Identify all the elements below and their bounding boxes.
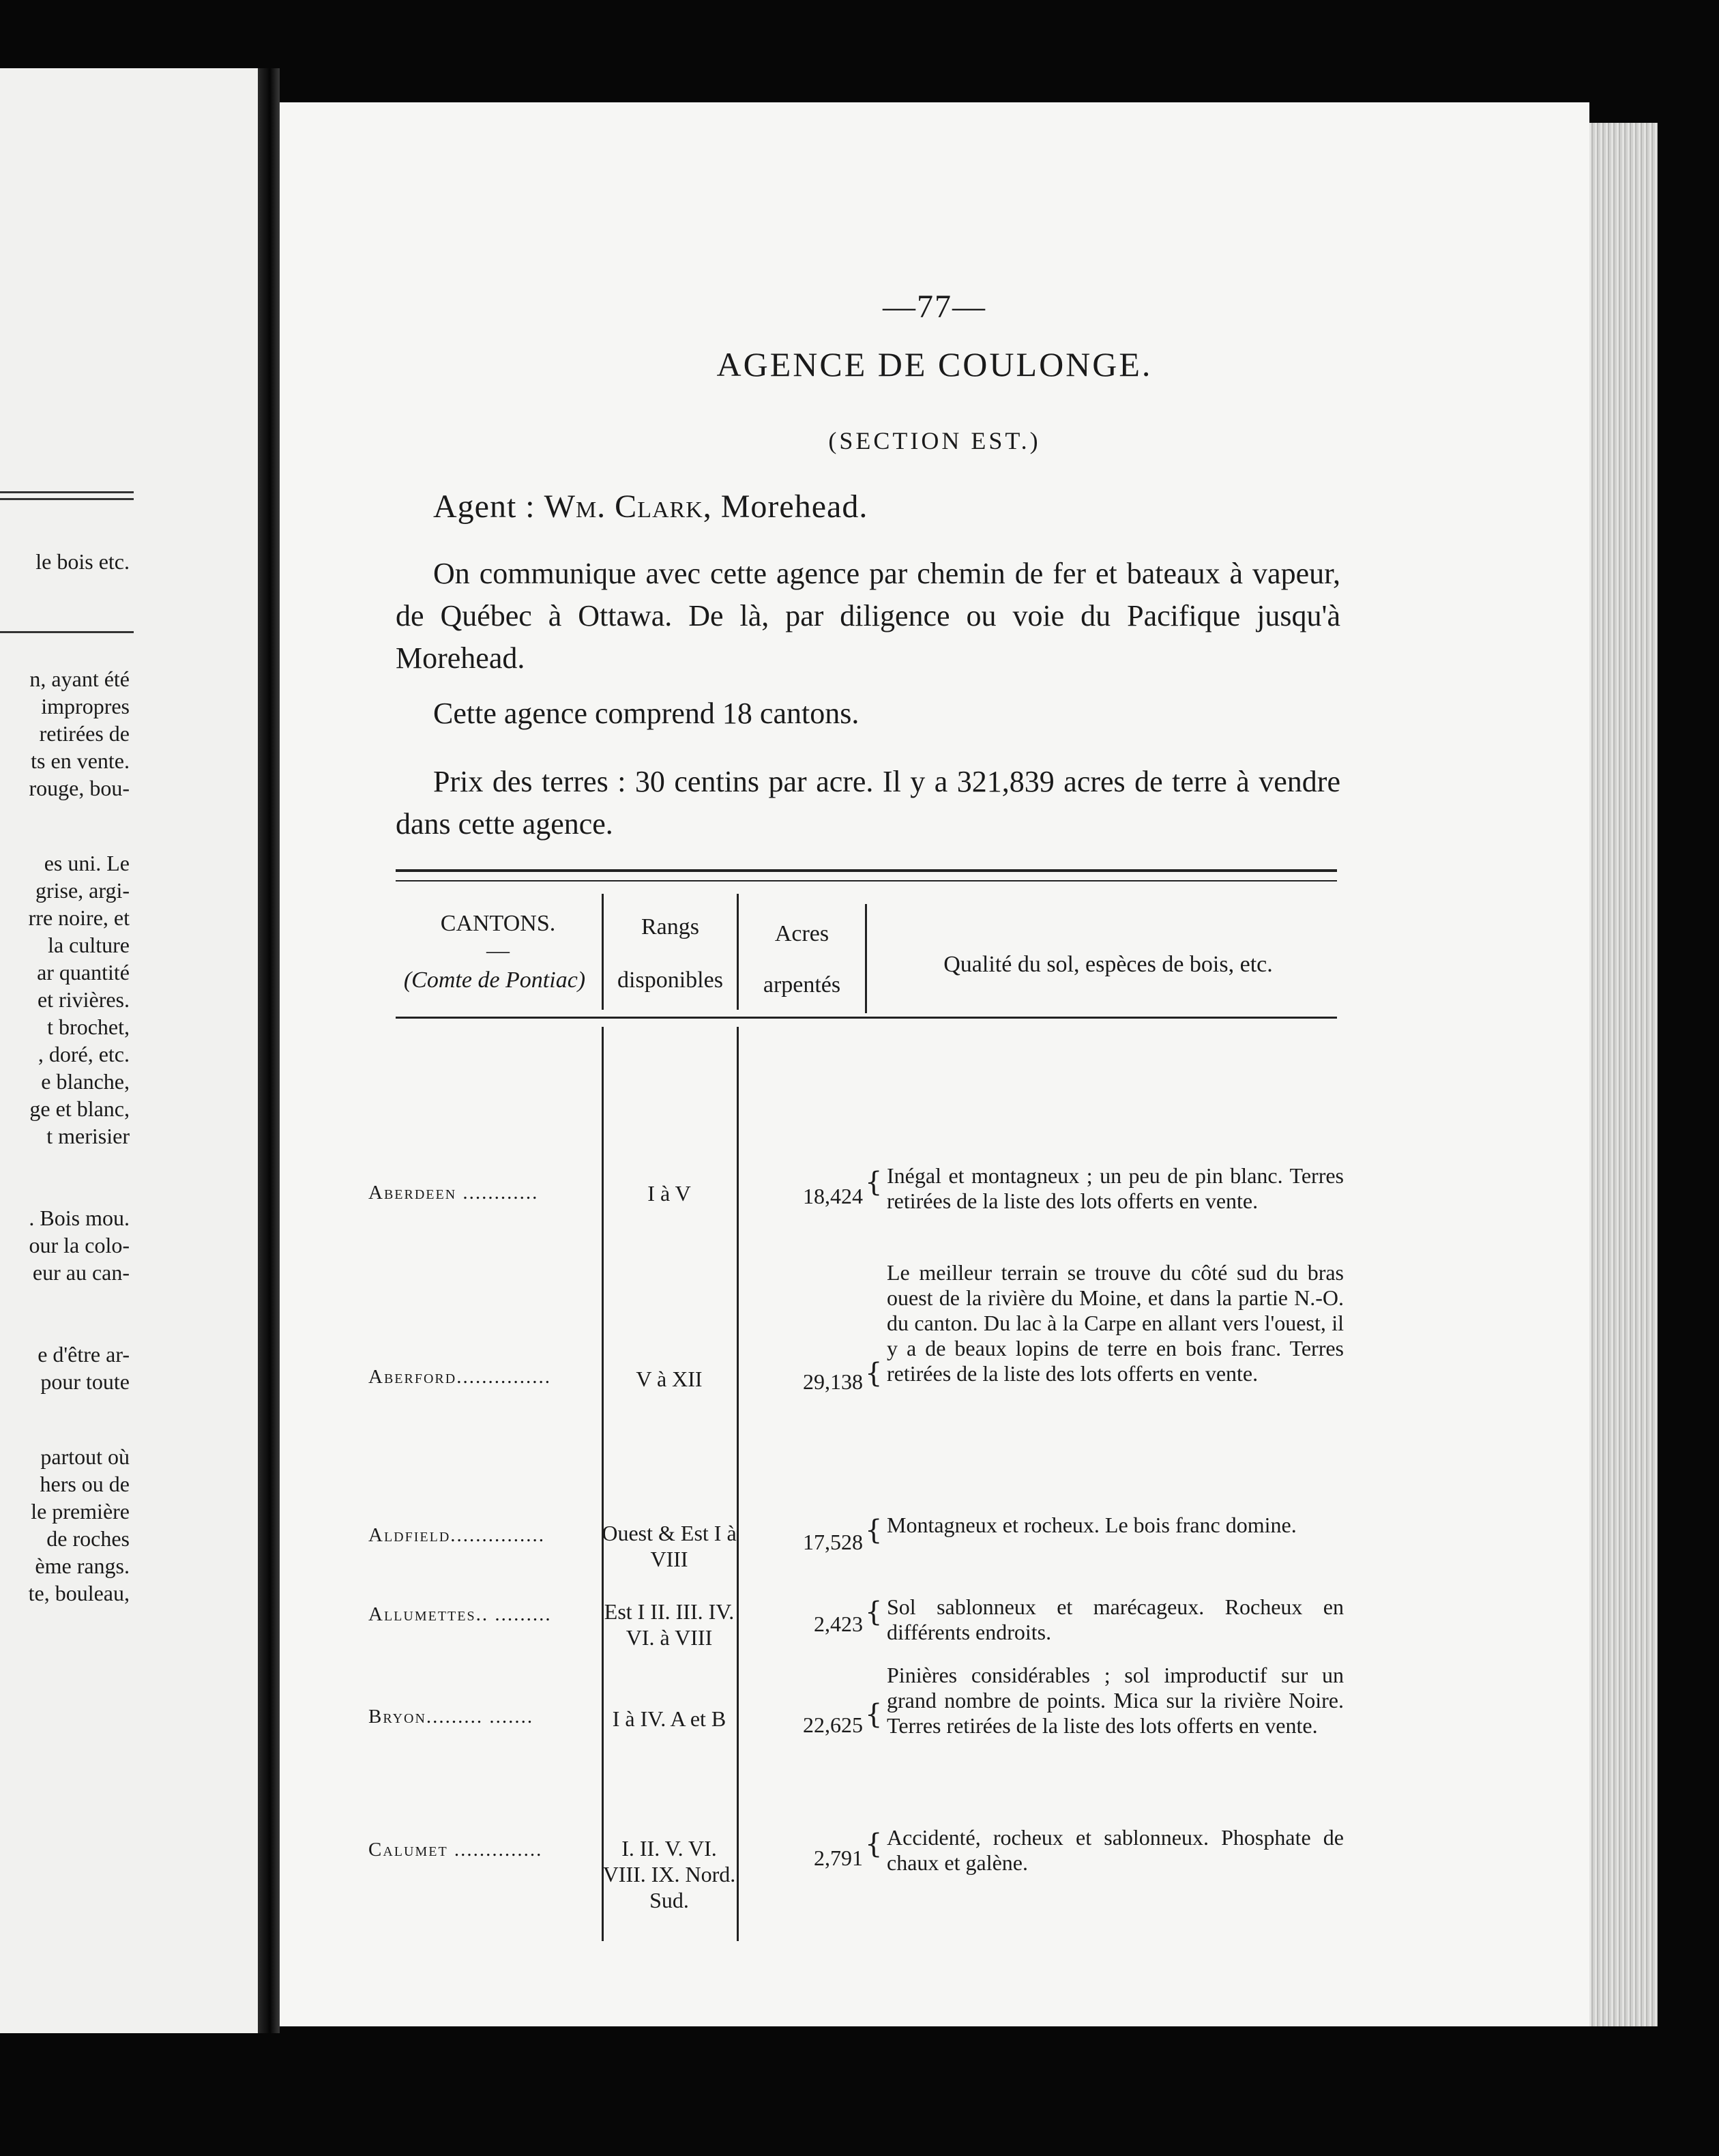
- left-page-rule: [0, 491, 134, 493]
- price-paragraph: Prix des terres : 30 centins par acre. Il y a 321,839 acres de terre à vendre dans cette agence.: [396, 765, 1340, 841]
- left-page-line: t merisier: [46, 1124, 130, 1148]
- table-column-divider: [737, 1027, 739, 1941]
- left-page-line: rouge, bou-: [29, 776, 130, 800]
- left-page-line: le bois etc.: [35, 549, 130, 574]
- rangs-value: I à V: [647, 1181, 691, 1206]
- left-page-rule: [0, 631, 134, 633]
- qualite-text: Pinières considérables ; sol improductif sur un grand nombre de points. Mica sur la rivière Noire. Terres retirées de la liste des lots offerts en vente.: [887, 1663, 1344, 1738]
- table-header-rule: [396, 1017, 1337, 1019]
- table-top-rule: [396, 880, 1337, 882]
- left-page-line: partout où: [40, 1444, 130, 1469]
- header-comte: (Comte de Pontiac): [403, 967, 586, 993]
- left-page-line: la culture: [48, 933, 130, 957]
- left-page-line: . Bois mou.: [29, 1206, 130, 1230]
- communication-paragraph: On communique avec cette agence par chemin de fer et bateaux à vapeur, de Québec à Ottawa. De là, par diligence ou voie du Pacifique jusqu'à Morehead.: [396, 557, 1340, 675]
- page-number: —77—: [883, 289, 986, 325]
- agent-line: [433, 488, 868, 525]
- left-page-line: es uni. Le: [44, 851, 130, 875]
- left-page: [0, 68, 258, 2033]
- row-brace: {: [865, 1699, 883, 1730]
- header-rangs: Rangs: [641, 914, 699, 939]
- right-page: [280, 102, 1589, 2026]
- qualite-text: Sol sablonneux et marécageux. Rocheux en différents endroits.: [887, 1594, 1344, 1644]
- canton-name: Calumet ..............: [368, 1839, 543, 1861]
- row-brace: {: [865, 1167, 883, 1198]
- left-page-line: e d'être ar-: [38, 1342, 130, 1367]
- rangs-value: Ouest & Est I à VIII: [602, 1521, 737, 1571]
- left-page-line: e blanche,: [41, 1069, 130, 1094]
- header-disponibles: disponibles: [617, 967, 723, 993]
- left-page-line: de roches: [46, 1526, 130, 1551]
- acres-value: 29,138: [803, 1369, 863, 1394]
- acres-value: 2,791: [814, 1846, 863, 1870]
- acres-value: 17,528: [803, 1530, 863, 1554]
- acres-value: 22,625: [803, 1713, 863, 1737]
- left-page-line: retirées de: [39, 721, 130, 746]
- rangs-value: I. II. V. VI. VIII. IX. Nord. Sud.: [602, 1836, 736, 1912]
- qualite-text: Accidenté, rocheux et sablonneux. Phosphate de chaux et galène.: [887, 1825, 1344, 1875]
- left-page-line: t brochet,: [47, 1015, 130, 1039]
- left-page-line: eur au can-: [32, 1260, 130, 1285]
- agent-label: Agent :: [433, 489, 535, 525]
- left-page-line: our la colo-: [29, 1233, 130, 1257]
- left-page-line: n, ayant été: [29, 667, 130, 691]
- left-page-line: et rivières.: [37, 987, 130, 1012]
- header-arpentes: arpentés: [763, 972, 841, 997]
- cantons-count-paragraph: Cette agence comprend 18 cantons.: [433, 697, 860, 730]
- table-top-rule: [396, 869, 1337, 872]
- canton-name: Bryon......... .......: [368, 1706, 534, 1728]
- left-page-rule: [0, 498, 134, 500]
- canton-name: Aberford...............: [368, 1366, 551, 1388]
- agent-name: Wm. Clark,: [544, 489, 712, 525]
- left-page-line: ar quantité: [37, 960, 130, 985]
- qualite-text: Le meilleur terrain se trouve du côté sud du bras ouest de la rivière du Moine, et dans la partie N.-O. du canton. Du lac à la Carpe en allant vers l'ouest, il y a de beaux lopins de terre en bois franc. Terres retirées de la liste des lots offerts en vente.: [887, 1260, 1344, 1386]
- acres-value: 2,423: [814, 1612, 863, 1636]
- left-page-line: impropres: [41, 694, 130, 718]
- left-page-line: grise, argi-: [35, 878, 130, 903]
- header-dash: —: [486, 938, 510, 963]
- row-brace: {: [865, 1358, 883, 1389]
- header-cantons: CANTONS.: [440, 911, 556, 936]
- section-subheading: (SECTION EST.): [828, 427, 1041, 454]
- rangs-value: I à IV. A et B: [612, 1706, 726, 1731]
- canton-name: Allumettes.. .........: [368, 1603, 552, 1625]
- rangs-value: Est I II. III. IV. VI. à VIII: [604, 1599, 735, 1650]
- left-page-line: ge et blanc,: [29, 1096, 130, 1121]
- canton-name: Aldfield...............: [368, 1524, 546, 1546]
- left-page-line: ème rangs.: [35, 1554, 130, 1578]
- page-stack-edge: [1589, 123, 1658, 2026]
- left-page-line: , doré, etc.: [38, 1042, 130, 1066]
- agency-heading: AGENCE DE COULONGE.: [716, 345, 1153, 383]
- left-page-line: te, bouleau,: [28, 1581, 130, 1605]
- table-column-divider: [602, 1027, 604, 1941]
- canton-name: Aberdeen ............: [368, 1182, 539, 1204]
- header-qualite: Qualité du sol, espèces de bois, etc.: [943, 952, 1273, 977]
- table-column-divider: [865, 904, 867, 1013]
- qualite-text: Inégal et montagneux ; un peu de pin blanc. Terres retirées de la liste des lots offerts en vente.: [887, 1163, 1344, 1213]
- left-page-line: rre noire, et: [28, 905, 130, 930]
- left-page-line: ts en vente.: [31, 748, 130, 773]
- row-brace: {: [865, 1829, 883, 1860]
- header-acres: Acres: [774, 921, 829, 946]
- qualite-text: Montagneux et rocheux. Le bois franc domine.: [887, 1513, 1297, 1537]
- left-page-line: hers ou de: [40, 1472, 130, 1496]
- row-brace: {: [865, 1597, 883, 1628]
- row-brace: {: [865, 1515, 883, 1546]
- left-page-line: pour toute: [40, 1369, 130, 1394]
- agent-place: Morehead.: [720, 489, 868, 525]
- acres-value: 18,424: [803, 1184, 863, 1208]
- book-gutter: [258, 68, 280, 2033]
- left-page-line: le première: [31, 1499, 130, 1524]
- rangs-value: V à XII: [636, 1367, 703, 1391]
